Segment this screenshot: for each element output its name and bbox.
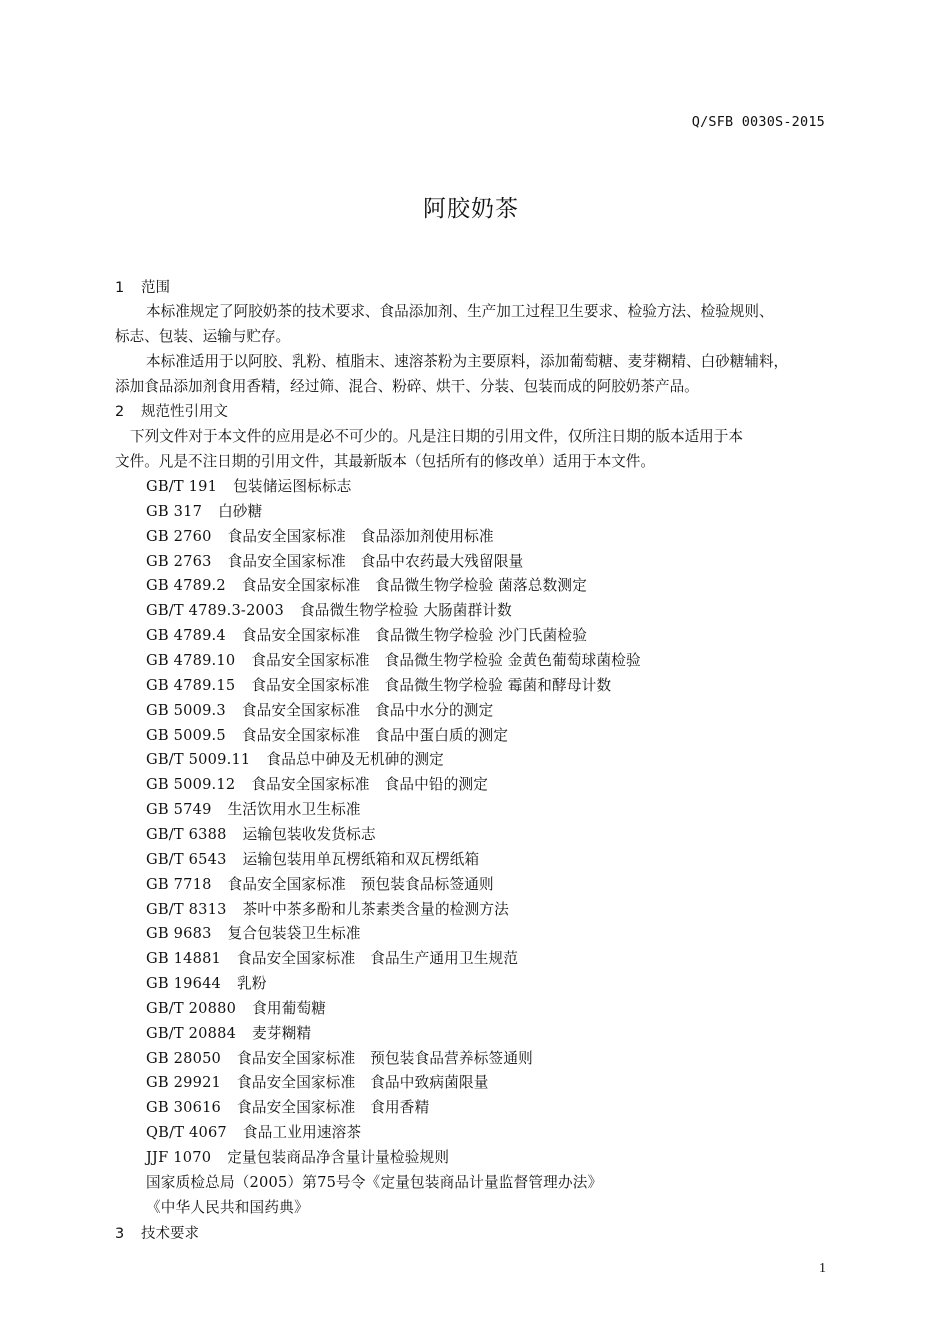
reference-item xyxy=(146,478,352,496)
reference-item xyxy=(146,751,444,769)
section-3-heading xyxy=(115,1225,199,1243)
paragraph-line: 本标准适用于以阿胶、乳粉、植脂末、速溶茶粉为主要原料，添加葡萄糖、麦芽糊精、白砂糖辅料， xyxy=(146,353,789,370)
reference-item xyxy=(146,677,611,695)
paragraph-line: 标志、包装、运输与贮存。 xyxy=(115,328,291,345)
reference-code: GB 4789.2 xyxy=(146,577,226,595)
reference-code: JJF 1070 xyxy=(146,1149,212,1166)
reference-title: 白砂糖 xyxy=(218,502,263,520)
reference-title: 乳粉 xyxy=(237,975,267,992)
reference-code: GB/T 6543 xyxy=(146,850,227,868)
reference-code: GB 4789.10 xyxy=(146,652,236,669)
reference-code: GB/T 6388 xyxy=(146,825,227,843)
reference-item xyxy=(146,1199,309,1217)
reference-code: GB 2763 xyxy=(146,552,212,570)
reference-title: 食品安全国家标准 食品中铅的测定 xyxy=(251,776,489,794)
reference-code: GB 5749 xyxy=(146,801,212,818)
document-code: Q/SFB 0030S-2015 xyxy=(691,114,825,130)
reference-title: 食品安全国家标准 食品微生物学检验 沙门氏菌检验 xyxy=(241,627,587,645)
reference-code: GB 5009.5 xyxy=(146,726,226,744)
reference-item xyxy=(146,702,493,720)
reference-title: 《定量包装商品计量监督管理办法》 xyxy=(365,1173,603,1191)
reference-item xyxy=(146,975,267,993)
paragraph-line: 文件。凡是不注日期的引用文件，其最新版本（包括所有的修改单）适用于本文件。 xyxy=(115,453,655,470)
reference-item xyxy=(146,925,361,943)
reference-title: 运输包装用单瓦楞纸箱和双瓦楞纸箱 xyxy=(242,850,480,868)
reference-title: 食品安全国家标准 预包装食品营养标签通则 xyxy=(237,1049,533,1067)
reference-code: GB/T 8313 xyxy=(146,900,227,918)
reference-code: GB 28050 xyxy=(146,1049,222,1067)
reference-code: GB 9683 xyxy=(146,925,212,943)
section-title: 范围 xyxy=(141,280,170,296)
section-1-heading xyxy=(115,279,170,297)
reference-item xyxy=(146,776,488,794)
reference-title: 食品安全国家标准 预包装食品标签通则 xyxy=(227,875,494,893)
reference-item xyxy=(146,826,376,844)
reference-code: GB 317 xyxy=(146,502,203,520)
reference-item xyxy=(146,1000,326,1018)
reference-item xyxy=(146,1149,449,1167)
reference-code: GB 5009.3 xyxy=(146,701,226,719)
page-number: 1 xyxy=(819,1261,826,1276)
reference-code: GB 7718 xyxy=(146,875,212,893)
reference-title: 食品总中砷及无机砷的测定 xyxy=(266,751,444,769)
reference-item xyxy=(146,602,512,620)
reference-item xyxy=(146,528,494,546)
reference-code: GB/T 20884 xyxy=(146,1024,237,1042)
reference-item xyxy=(146,876,494,894)
reference-code: GB/T 20880 xyxy=(146,999,237,1017)
reference-title: 食品安全国家标准 食品添加剂使用标准 xyxy=(227,527,494,545)
section-title: 规范性引用文 xyxy=(141,404,228,420)
reference-title: 运输包装收发货标志 xyxy=(242,825,376,843)
reference-title: 食品安全国家标准 食品微生物学检验 金黄色葡萄球菌检验 xyxy=(251,652,641,669)
reference-title: 茶叶中茶多酚和儿茶素类含量的检测方法 xyxy=(242,900,509,918)
reference-code: GB/T 191 xyxy=(146,478,218,495)
reference-code: GB 4789.15 xyxy=(146,676,236,694)
reference-title: 食品工业用速溶茶 xyxy=(242,1124,362,1142)
paragraph-line: 下列文件对于本文件的应用是必不可少的。凡是注日期的引用文件，仅所注日期的版本适用于本 xyxy=(130,428,743,445)
reference-item xyxy=(146,1124,361,1142)
section-2-heading xyxy=(115,403,228,421)
reference-item xyxy=(146,851,479,869)
reference-item xyxy=(146,553,523,571)
reference-title: 食品安全国家标准 食品中农药最大残留限量 xyxy=(227,552,524,570)
reference-item xyxy=(146,1099,429,1117)
reference-title: 食品安全国家标准 食品中致病菌限量 xyxy=(237,1074,489,1092)
reference-item xyxy=(146,801,361,819)
reference-item xyxy=(146,1074,489,1092)
section-number: 2 xyxy=(115,404,125,420)
reference-title: 定量包装商品净含量计量检验规则 xyxy=(227,1149,450,1166)
reference-code: GB 30616 xyxy=(146,1099,222,1117)
reference-code: GB/T 4789.3-2003 xyxy=(146,602,285,620)
reference-code: GB 29921 xyxy=(146,1074,222,1092)
reference-title: 复合包装袋卫生标准 xyxy=(227,925,361,943)
reference-item xyxy=(146,901,509,919)
reference-title: 食品安全国家标准 食品生产通用卫生规范 xyxy=(237,950,519,968)
reference-item xyxy=(146,627,587,645)
section-title: 技术要求 xyxy=(141,1226,199,1242)
reference-item xyxy=(146,1050,533,1068)
reference-code: 国家质检总局（2005）第75号令 xyxy=(146,1173,366,1191)
section-number: 3 xyxy=(115,1226,125,1242)
reference-item xyxy=(146,577,587,595)
paragraph-line: 添加食品添加剂食用香精，经过筛、混合、粉碎、烘干、分装、包装而成的阿胶奶茶产品。 xyxy=(115,378,699,395)
reference-title: 食品安全国家标准 食品微生物学检验 霉菌和酵母计数 xyxy=(251,676,612,694)
reference-title: 食品安全国家标准 食品微生物学检验 菌落总数测定 xyxy=(241,577,587,595)
reference-title: 《中华人民共和国药典》 xyxy=(146,1198,309,1216)
reference-code: GB/T 5009.11 xyxy=(146,751,251,769)
reference-code: GB 4789.4 xyxy=(146,627,226,645)
reference-title: 食品安全国家标准 食用香精 xyxy=(237,1099,430,1117)
reference-item xyxy=(146,950,518,968)
reference-title: 生活饮用水卫生标准 xyxy=(227,801,361,818)
reference-title: 食用葡萄糖 xyxy=(252,999,327,1017)
reference-title: 麦芽糊精 xyxy=(252,1024,312,1042)
reference-code: QB/T 4067 xyxy=(146,1124,227,1142)
reference-item xyxy=(146,1025,311,1043)
reference-title: 食品微生物学检验 大肠菌群计数 xyxy=(300,602,512,620)
reference-title: 食品安全国家标准 食品中蛋白质的测定 xyxy=(241,726,509,744)
reference-title: 食品安全国家标准 食品中水分的测定 xyxy=(241,701,494,719)
reference-title: 包装储运图标标志 xyxy=(233,478,352,495)
paragraph-line: 本标准规定了阿胶奶茶的技术要求、食品添加剂、生产加工过程卫生要求、检验方法、检验规则、 xyxy=(146,303,774,320)
reference-code: GB 2760 xyxy=(146,527,212,545)
reference-code: GB 19644 xyxy=(146,975,222,992)
reference-code: GB 5009.12 xyxy=(146,776,236,794)
section-number: 1 xyxy=(115,280,125,296)
reference-item xyxy=(146,652,641,670)
reference-item xyxy=(146,1174,602,1192)
reference-item xyxy=(146,727,508,745)
document-title: 阿胶奶茶 xyxy=(423,196,519,222)
reference-item xyxy=(146,503,262,521)
reference-code: GB 14881 xyxy=(146,950,222,968)
